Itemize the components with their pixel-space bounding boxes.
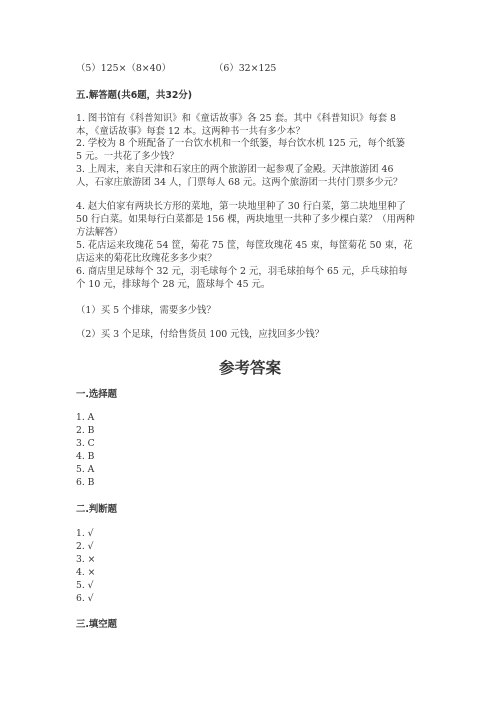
answer-choice-6: 6. B: [76, 477, 95, 488]
answer-judge-3: 3. ×: [76, 554, 96, 565]
answer-judge-2: 2. √: [76, 541, 94, 552]
section-5-heading: 五.解答题(共6题，共32分): [76, 90, 193, 101]
answers-section-3-heading: 三.填空题: [76, 619, 118, 630]
question-6-line-2: 个 10 元，排球每个 28 元，篮球每个 45 元。: [76, 279, 271, 290]
problem-5: （5）125×（8×40）: [76, 63, 171, 74]
answer-choice-1: 1. A: [76, 412, 95, 423]
question-3-line-2: 人，石家庄旅游团 34 人，门票每人 68 元。这两个旅游团一共付门票多少元？: [76, 177, 403, 188]
answer-judge-1: 1. √: [76, 528, 94, 539]
answer-judge-4: 4. ×: [76, 567, 96, 578]
answer-judge-5: 5. √: [76, 580, 94, 591]
question-2-line-1: 2. 学校为 8 个班配备了一台饮水机和一个纸篓，每台饮水机 125 元，每个纸篓: [76, 138, 405, 149]
question-5-line-1: 5. 花店运来玫瑰花 54 筐，菊花 75 筐，每筐玫瑰花 45 束，每筐菊花 50 束，花: [76, 240, 413, 251]
answer-choice-5: 5. A: [76, 464, 95, 475]
question-3-line-1: 3. 上周末，来自天津和石家庄的两个旅游团一起参观了金殿。天津旅游团 46: [76, 164, 394, 175]
question-4-line-2: 50 行白菜。如果每行白菜都是 156 棵，两块地里一共种了多少棵白菜？（用两种: [76, 214, 415, 225]
question-4-line-3: 方法解答）: [76, 227, 123, 238]
question-1-line-1: 1. 图书馆有《科普知识》和《童话故事》各 25 套。其中《科普知识》每套 8: [76, 113, 397, 124]
question-2-line-2: 5 元。一共花了多少钱？: [76, 151, 179, 162]
question-1-line-2: 本，《童话故事》每套 12 本。这两种书一共有多少本？: [76, 126, 305, 137]
question-6-line-1: 6. 商店里足球每个 32 元，羽毛球每个 2 元，羽毛球拍每个 65 元，乒乓球拍每: [76, 266, 408, 277]
question-6-sub-1: （1）买 5 个排球，需要多少钱？: [76, 305, 216, 316]
answer-choice-2: 2. B: [76, 425, 95, 436]
answer-choice-4: 4. B: [76, 451, 95, 462]
answers-section-2-heading: 二.判断题: [76, 504, 118, 515]
question-5-line-2: 店运来的菊花比玫瑰花多多少束？: [76, 253, 217, 264]
answer-choice-3: 3. C: [76, 438, 95, 449]
answers-title: 参考答案: [218, 358, 281, 377]
problem-6: （6）32×125: [214, 63, 277, 74]
answers-section-1-heading: 一.选择题: [76, 389, 118, 400]
question-4-line-1: 4. 赵大伯家有两块长方形的菜地，第一块地里种了 30 行白菜，第二块地里种了: [76, 201, 406, 212]
question-6-sub-2: （2）买 3 个足球，付给售货员 100 元钱，应找回多少钱？: [76, 329, 324, 340]
answer-judge-6: 6. √: [76, 593, 94, 604]
